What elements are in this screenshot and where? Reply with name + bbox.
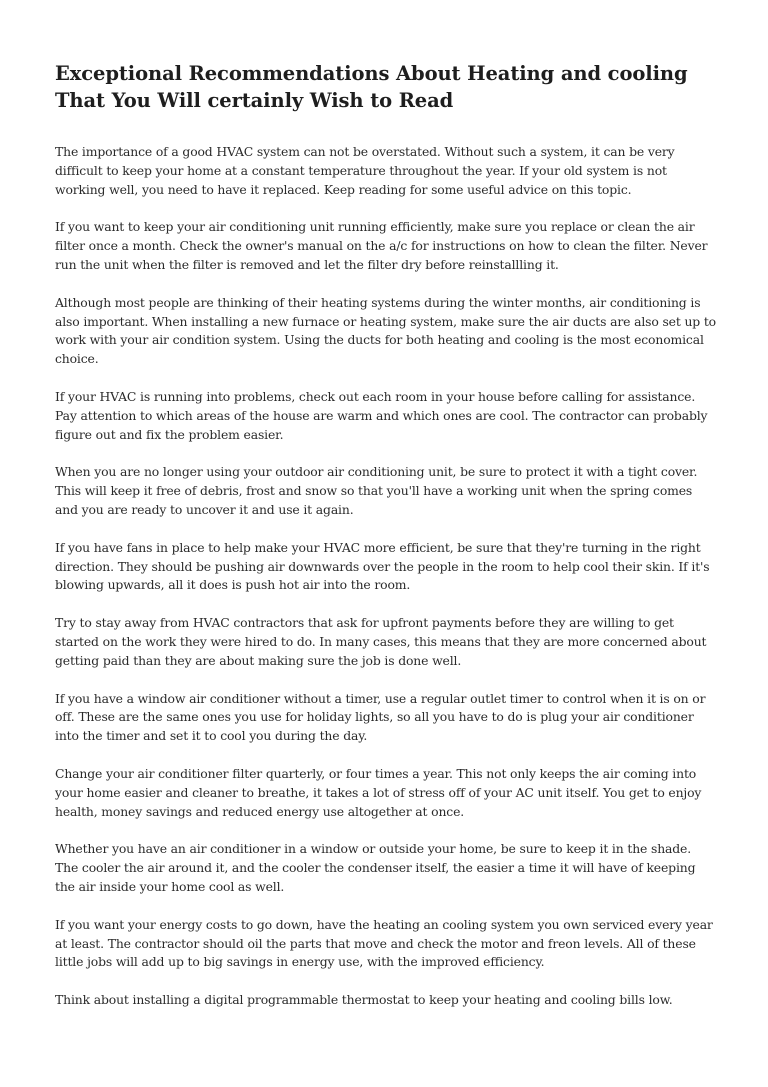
paragraph-11: If you want your energy costs to go down, have the heating an cooling system you own serviced every year at least. The contractor should oil the parts that move and check the motor and freon levels. All of these little jobs will add up to big savings in energy use, with the improved efficiency. — [55, 916, 713, 970]
paragraph-6: If you have fans in place to help make your HVAC more efficient, be sure that they're turning in the right direction. They should be pushing air downwards over the people in the room to help cool their skin. If it's blowing upwards, all it does is push hot air into the room. — [55, 539, 710, 593]
paragraph-8: If you have a window air conditioner without a timer, use a regular outlet timer to control when it is on or off. These are the same ones you use for holiday lights, so all you have to do is plug your air conditioner into the timer and set it to cool you during the day. — [55, 690, 706, 744]
paragraph-4: If your HVAC is running into problems, check out each room in your house before calling for assistance. Pay attention to which areas of the house are warm and which ones are cool. The contractor can probably figure out and fix the problem easier. — [55, 388, 708, 442]
document-title — [55, 60, 717, 114]
title-line-2: That You Will certainly Wish to Read — [55, 89, 454, 112]
paragraph-12: Think about installing a digital programmable thermostat to keep your heating and cooling bills low. — [55, 992, 673, 1008]
paragraph-10: Whether you have an air conditioner in a window or outside your home, be sure to keep it in the shade. The cooler the air around it, and the cooler the condenser itself, the easier a time it will have of keeping the air inside your home cool as well. — [55, 841, 696, 894]
paragraph-2: If you want to keep your air conditioning unit running efficiently, make sure you replace or clean the air filter once a month. Check the owner's manual on the a/c for instructions on how to clean the filter. Never run the unit when the filter is removed and let the filter dry before reinstallling it. — [55, 219, 708, 272]
paragraph-9: Change your air conditioner filter quarterly, or four times a year. This not only keeps the air coming into your home easier and cleaner to breathe, it takes a lot of stress off of your AC unit itself. You get to enjoy health, money savings and reduced energy use altogether at once. — [55, 765, 702, 819]
title-line-1: Exceptional Recommendations About Heating and cooling — [55, 62, 688, 85]
paragraph-1: The importance of a good HVAC system can not be overstated. Without such a system, it can be very difficult to keep your home at a constant temperature throughout the year. If your old system is not working well, you need to have it replaced. Keep reading for some useful advice on this topic. — [55, 144, 675, 197]
document-page — [55, 60, 717, 1029]
paragraph-3: Although most people are thinking of their heating systems during the winter months, air conditioning is also important. When installing a new furnace or heating system, make sure the air ducts are also set up to work with your air condition system. Using the ducts for both heating and cooling is the most economical choice. — [55, 294, 716, 367]
paragraph-5: When you are no longer using your outdoor air conditioning unit, be sure to protect it with a tight cover. This will keep it free of debris, frost and snow so that you'll have a working unit when the spring comes and you are ready to uncover it and use it again. — [55, 464, 698, 517]
paragraph-7: Try to stay away from HVAC contractors that ask for upfront payments before they are willing to get started on the work they were hired to do. In many cases, this means that they are more concerned about getting paid than they are about making sure the job is done well. — [55, 615, 707, 668]
